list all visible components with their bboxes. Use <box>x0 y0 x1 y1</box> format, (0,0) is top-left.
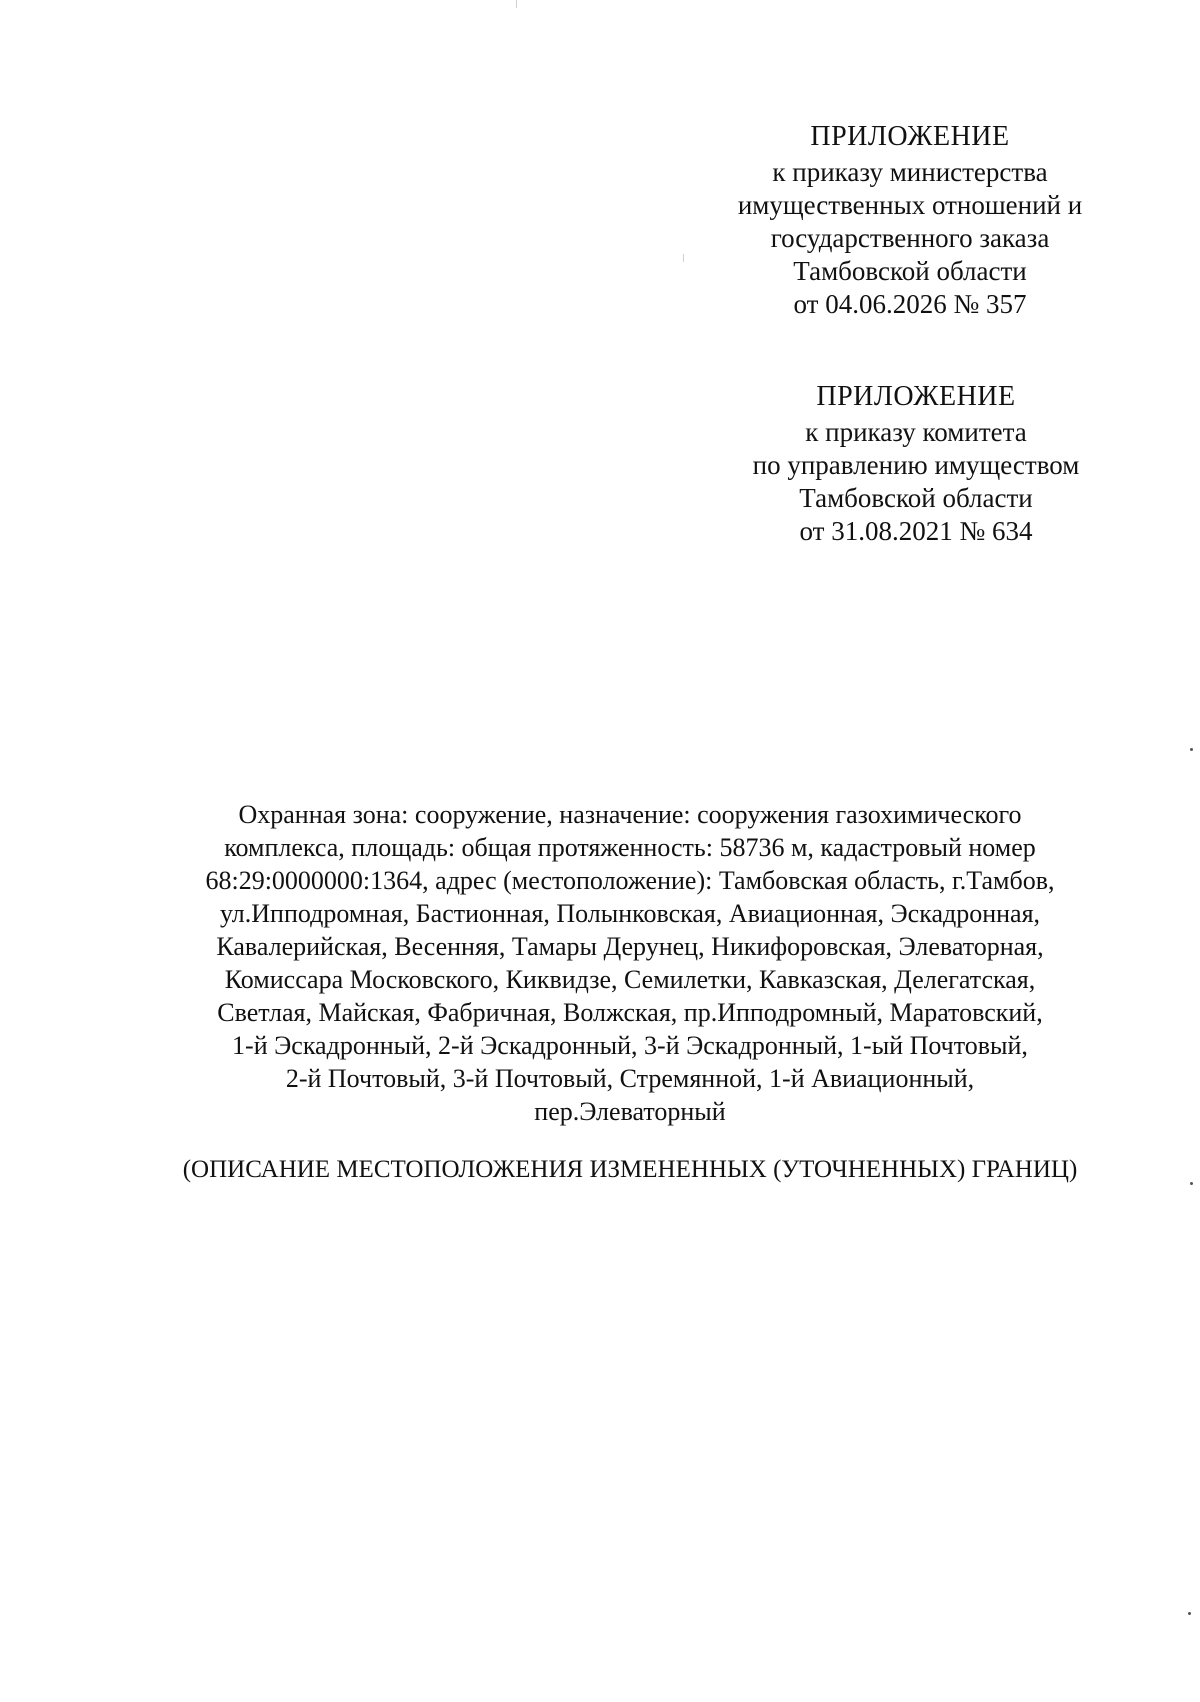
appendix-line: по управлению имуществом <box>752 450 1080 480</box>
scan-speck <box>1190 1182 1193 1185</box>
scan-artifact-line <box>516 0 517 8</box>
appendix-title: ПРИЛОЖЕНИЕ <box>810 121 1010 152</box>
description-line: ул.Ипподромная, Бастионная, Полынковская, Авиационная, Эскадронная, <box>219 899 1041 928</box>
appendix-line: имущественных отношений и <box>737 190 1083 220</box>
appendix-order-date-number: от 04.06.2026 № 357 <box>793 289 1027 319</box>
description-line: 2-й Почтовый, 3-й Почтовый, Стремянной, 1-й Авиационный, <box>285 1064 975 1093</box>
appendix-line: государственного заказа <box>770 223 1050 253</box>
scan-speck <box>1190 748 1193 751</box>
appendix-block-previous <box>706 378 1126 548</box>
description-line: комплекса, площадь: общая протяженность: 58736 м, кадастровый номер <box>224 833 1036 862</box>
appendix-order-date-number: от 31.08.2021 № 634 <box>799 516 1033 546</box>
section-title: (ОПИСАНИЕ МЕСТОПОЛОЖЕНИЯ ИЗМЕНЕННЫХ (УТОЧНЕННЫХ) ГРАНИЦ) <box>182 1156 1078 1183</box>
description-line: 1-й Эскадронный, 2-й Эскадронный, 3-й Эскадронный, 1-ый Почтовый, <box>232 1031 1028 1060</box>
description-line: Охранная зона: сооружение, назначение: сооружения газохимического <box>238 800 1022 829</box>
description-line: Комиссара Московского, Киквидзе, Семилетки, Кавказская, Делегатская, <box>224 965 1036 994</box>
protection-zone-description <box>140 798 1120 1128</box>
appendix-line: к приказу комитета <box>805 417 1027 447</box>
description-line: Кавалерийская, Весенняя, Тамары Дерунец, Никифоровская, Элеваторная, <box>216 932 1044 961</box>
appendix-line: Тамбовской области <box>799 483 1033 513</box>
scan-speck <box>1188 1612 1191 1615</box>
appendix-block-current <box>690 118 1130 321</box>
appendix-line: к приказу министерства <box>772 157 1048 187</box>
appendix-title: ПРИЛОЖЕНИЕ <box>816 381 1016 412</box>
appendix-line: Тамбовской области <box>793 256 1027 286</box>
description-line: Светлая, Майская, Фабричная, Волжская, пр.Ипподромный, Маратовский, <box>217 998 1043 1027</box>
description-line: пер.Элеваторный <box>534 1097 726 1126</box>
description-line: 68:29:0000000:1364, адрес (местоположение): Тамбовская область, г.Тамбов, <box>205 866 1055 895</box>
scan-artifact-line <box>683 254 684 262</box>
